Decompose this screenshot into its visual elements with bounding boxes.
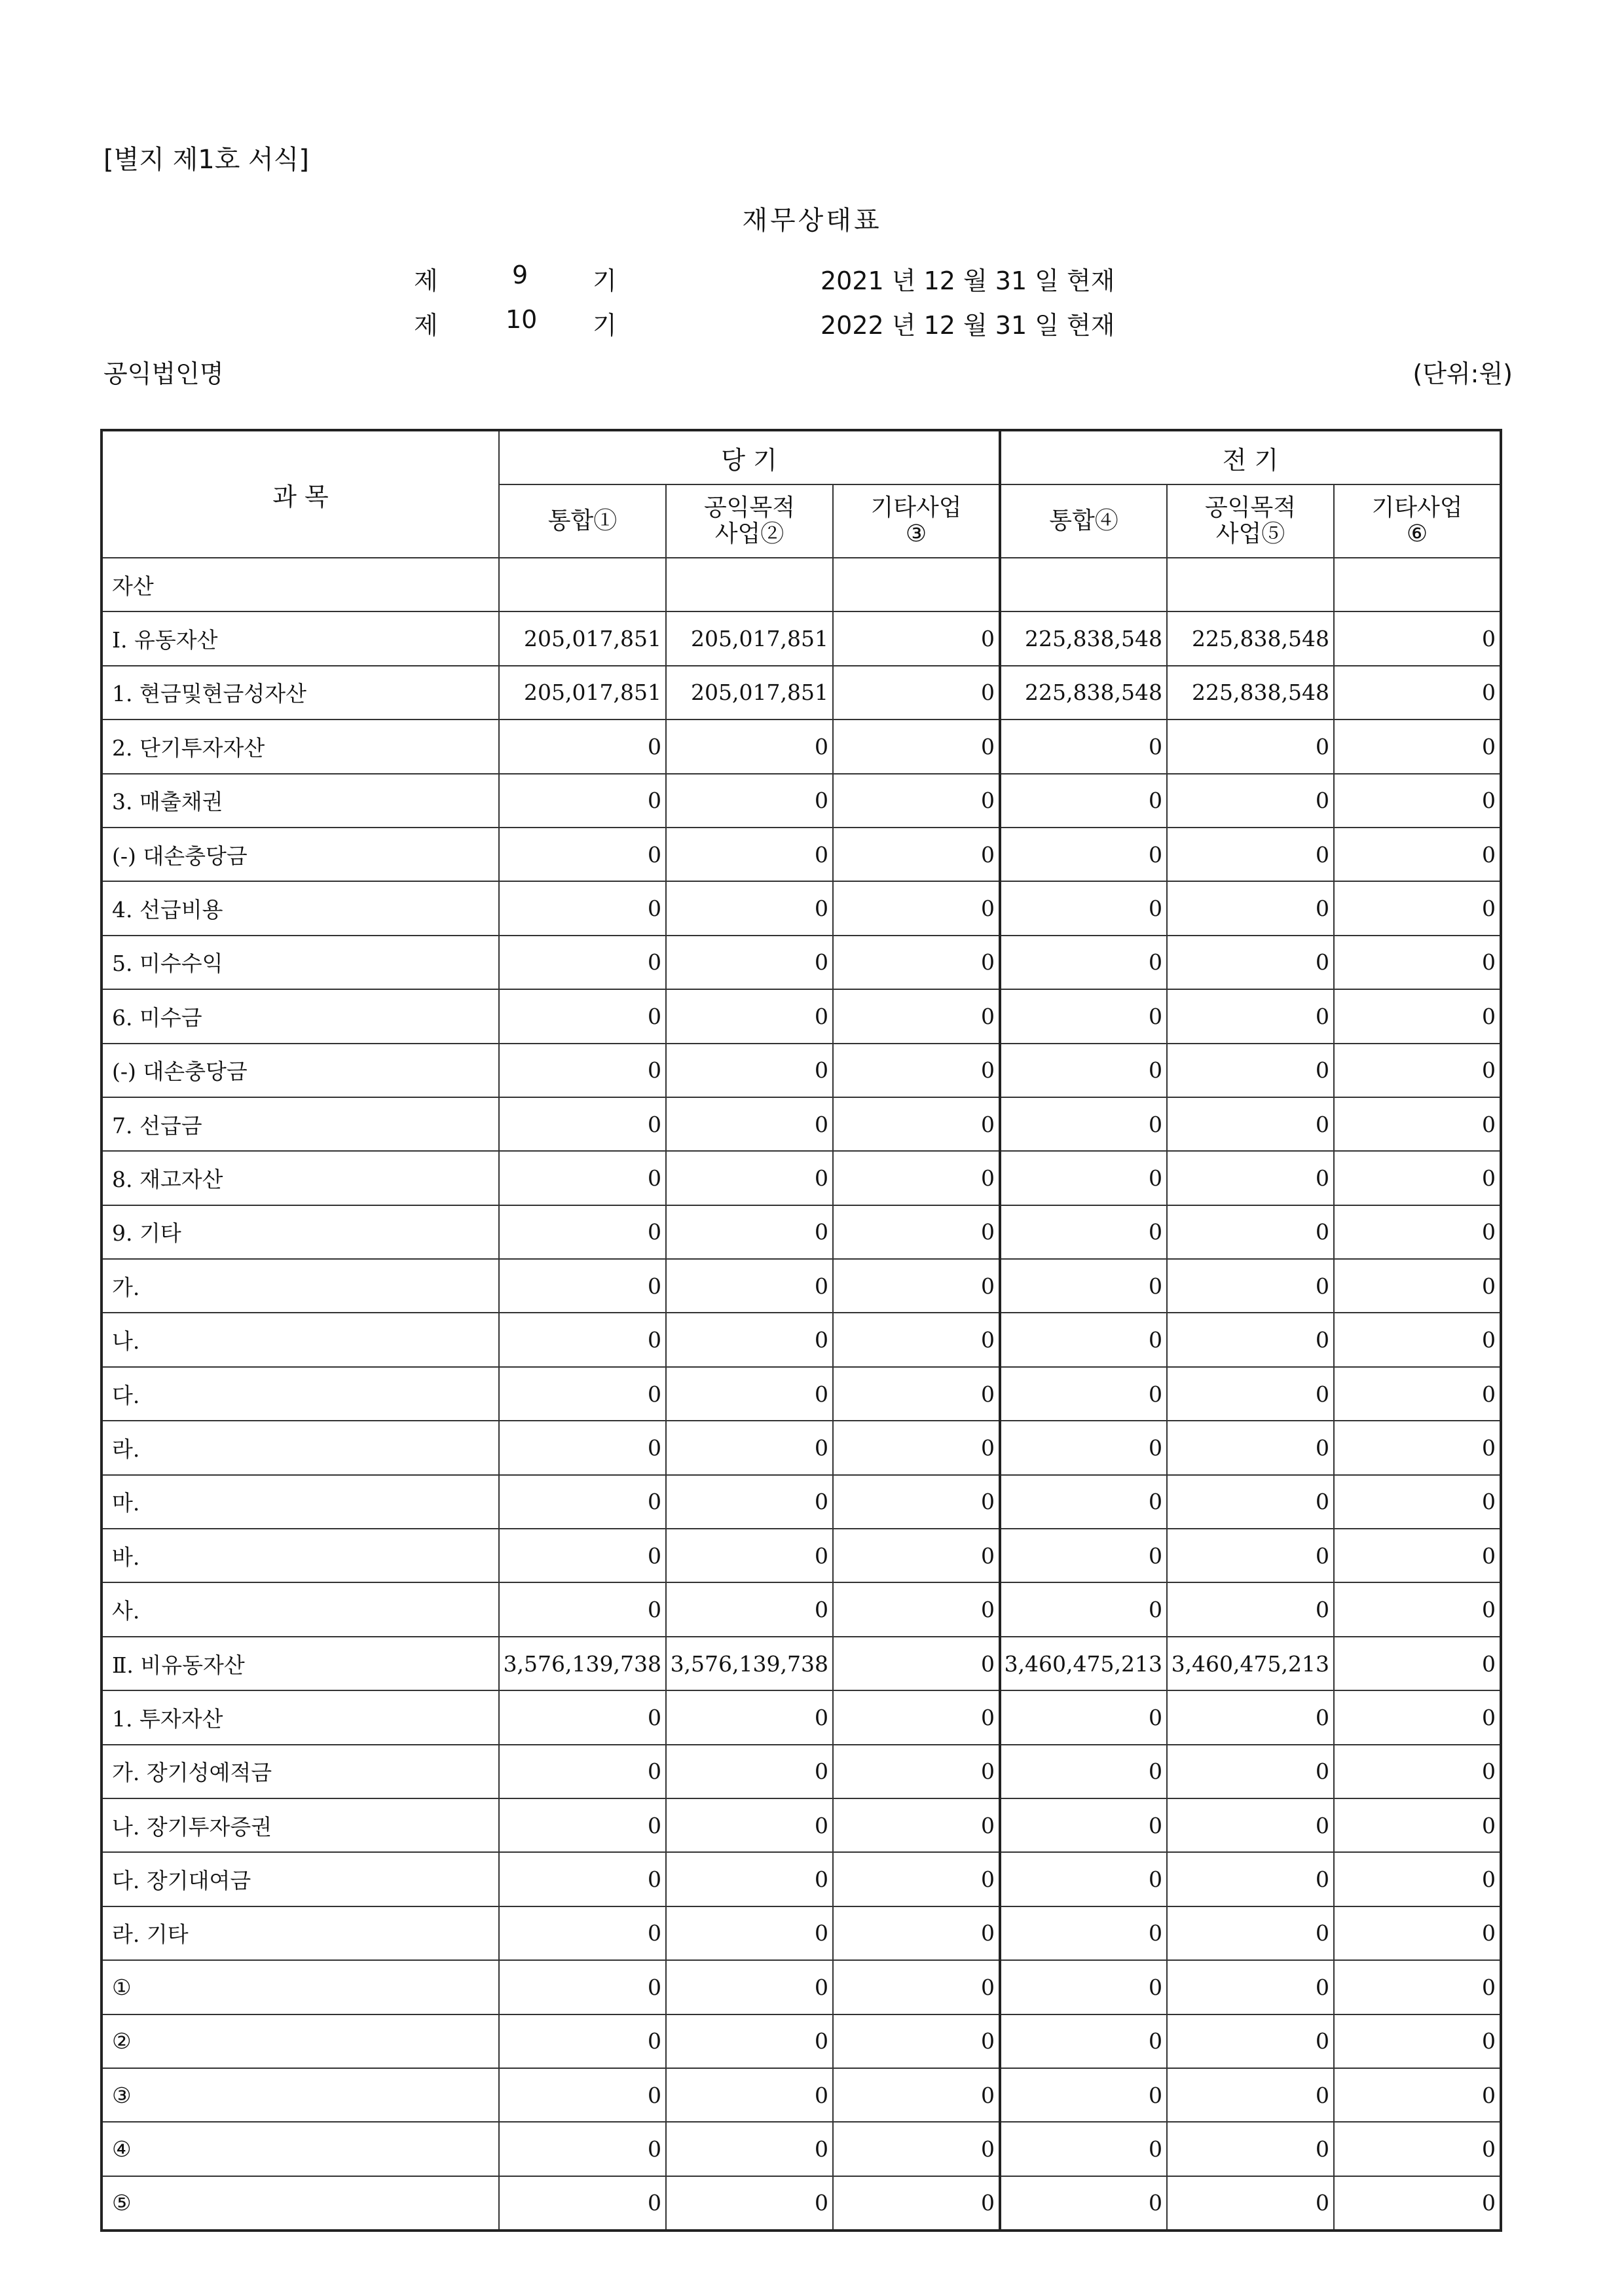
table-row (101, 720, 1501, 773)
unit-label: (단위:원) (1412, 359, 1513, 388)
value-cell: 0 (1000, 1690, 1167, 1744)
value-cell: 0 (499, 1205, 666, 1259)
value-cell: 0 (666, 1798, 833, 1852)
row-label: ① (101, 1960, 499, 2014)
value-cell: 0 (666, 2122, 833, 2176)
value-cell: 0 (833, 1151, 1000, 1205)
value-cell: 0 (1334, 1529, 1501, 1582)
value-cell: 0 (833, 1421, 1000, 1474)
value-cell: 0 (833, 774, 1000, 828)
period-suffix: 기 (593, 266, 617, 295)
value-cell: 0 (833, 828, 1000, 881)
value-cell: 0 (833, 2122, 1000, 2176)
value-cell: 0 (1000, 989, 1167, 1043)
row-label: 다. 장기대여금 (101, 1852, 499, 1906)
value-cell: 0 (666, 1259, 833, 1313)
value-cell: 0 (666, 828, 833, 881)
organization-name-label: 공익법인명 (103, 359, 224, 388)
row-label: 3. 매출채권 (101, 774, 499, 828)
value-cell: 0 (1167, 2068, 1334, 2122)
value-cell: 0 (666, 1205, 833, 1259)
table-row (101, 666, 1501, 720)
col-header-combined: 통합① (499, 484, 666, 558)
row-label: Ⅱ. 비유동자산 (101, 1637, 499, 1690)
value-cell: 0 (1334, 1475, 1501, 1529)
col-header-other-business-prior: 기타사업 ⑥ (1334, 484, 1501, 558)
value-cell: 0 (666, 1852, 833, 1906)
table-row (101, 1475, 1501, 1529)
value-cell: 205,017,851 (666, 666, 833, 720)
period-row-prior (0, 261, 1624, 293)
value-cell: 0 (833, 1582, 1000, 1636)
period-date: 2022 년 12 월 31 일 현재 (821, 311, 1115, 340)
value-cell: 0 (1000, 1960, 1167, 2014)
value-cell: 0 (1167, 1745, 1334, 1798)
value-cell: 0 (499, 1690, 666, 1744)
table-row (101, 1044, 1501, 1097)
value-cell: 0 (666, 2068, 833, 2122)
value-cell: 0 (1167, 1960, 1334, 2014)
value-cell: 0 (499, 1529, 666, 1582)
value-cell: 0 (1000, 2176, 1167, 2231)
value-cell: 0 (666, 1151, 833, 1205)
value-cell: 0 (1334, 1313, 1501, 1366)
value-cell: 0 (833, 1798, 1000, 1852)
value-cell: 0 (499, 774, 666, 828)
value-cell: 0 (833, 1097, 1000, 1151)
value-cell: 0 (1167, 1852, 1334, 1906)
value-cell: 205,017,851 (666, 611, 833, 665)
table-row (101, 1798, 1501, 1852)
value-cell: 0 (833, 1475, 1000, 1529)
prior-period-header: 전 기 (1000, 430, 1501, 484)
table-row (101, 1906, 1501, 1960)
value-cell: 0 (499, 1960, 666, 2014)
table-row (101, 1960, 1501, 2014)
value-cell: 0 (1167, 1313, 1334, 1366)
value-cell: 0 (666, 774, 833, 828)
value-cell: 0 (499, 720, 666, 773)
row-label: Ⅰ. 유동자산 (101, 611, 499, 665)
value-cell: 0 (666, 1960, 833, 2014)
value-cell: 0 (499, 828, 666, 881)
value-cell: 0 (833, 1367, 1000, 1421)
row-label: 라. 기타 (101, 1906, 499, 1960)
col-header-public-purpose-prior: 공익목적 사업⑤ (1167, 484, 1334, 558)
value-cell: 0 (499, 1798, 666, 1852)
value-cell: 0 (1000, 1745, 1167, 1798)
row-label: 6. 미수금 (101, 989, 499, 1043)
value-cell: 0 (666, 1421, 833, 1474)
row-label: (-) 대손충당금 (101, 1044, 499, 1097)
table-row (101, 2014, 1501, 2068)
value-cell: 0 (499, 936, 666, 989)
value-cell: 0 (833, 1637, 1000, 1690)
row-label: ③ (101, 2068, 499, 2122)
value-cell: 0 (1000, 1906, 1167, 1960)
value-cell: 0 (1000, 936, 1167, 989)
value-cell: 0 (1000, 1205, 1167, 1259)
value-cell: 0 (499, 1097, 666, 1151)
row-label: 마. (101, 1475, 499, 1529)
value-cell: 0 (666, 1690, 833, 1744)
value-cell: 0 (1334, 720, 1501, 773)
value-cell: 0 (499, 2176, 666, 2231)
value-cell: 0 (1000, 1151, 1167, 1205)
balance-sheet-table (100, 429, 1502, 2232)
value-cell: 0 (1167, 774, 1334, 828)
value-cell: 3,460,475,213 (1167, 1637, 1334, 1690)
table-row (101, 1097, 1501, 1151)
period-date: 2021 년 12 월 31 일 현재 (821, 266, 1115, 295)
value-cell: 0 (666, 720, 833, 773)
table-row (101, 1637, 1501, 1690)
value-cell: 0 (1334, 828, 1501, 881)
value-cell: 0 (1334, 1421, 1501, 1474)
value-cell (1334, 558, 1501, 611)
value-cell: 0 (1167, 1798, 1334, 1852)
value-cell: 0 (1000, 1582, 1167, 1636)
value-cell: 0 (1000, 828, 1167, 881)
period-number: 10 (506, 305, 538, 334)
value-cell: 0 (1334, 2122, 1501, 2176)
value-cell: 0 (1334, 1044, 1501, 1097)
col-header-public-purpose: 공익목적 사업② (666, 484, 833, 558)
table-row (101, 936, 1501, 989)
value-cell: 0 (1334, 1151, 1501, 1205)
value-cell: 0 (833, 611, 1000, 665)
table-row (101, 611, 1501, 665)
value-cell: 0 (1334, 1205, 1501, 1259)
table-row (101, 1745, 1501, 1798)
table-row (101, 881, 1501, 935)
value-cell: 0 (1167, 936, 1334, 989)
value-cell: 0 (1334, 1906, 1501, 1960)
value-cell: 0 (666, 1097, 833, 1151)
row-label: 4. 선급비용 (101, 881, 499, 935)
value-cell: 0 (833, 1745, 1000, 1798)
value-cell: 0 (833, 1906, 1000, 1960)
value-cell: 0 (1167, 1421, 1334, 1474)
row-label: 자산 (101, 558, 499, 611)
form-label: [별지 제1호 서식] (103, 145, 309, 175)
value-cell: 0 (1000, 881, 1167, 935)
value-cell (499, 558, 666, 611)
value-cell: 0 (1167, 1475, 1334, 1529)
period-prefix: 제 (414, 311, 438, 340)
value-cell: 0 (1000, 1044, 1167, 1097)
value-cell: 0 (499, 1745, 666, 1798)
value-cell: 0 (1167, 1690, 1334, 1744)
value-cell: 0 (499, 2014, 666, 2068)
value-cell: 0 (833, 1044, 1000, 1097)
row-label: 나. (101, 1313, 499, 1366)
value-cell: 0 (666, 1475, 833, 1529)
row-label: 7. 선급금 (101, 1097, 499, 1151)
value-cell: 0 (499, 881, 666, 935)
value-cell: 0 (1334, 1582, 1501, 1636)
value-cell: 0 (833, 2176, 1000, 2231)
value-cell: 0 (833, 1852, 1000, 1906)
value-cell: 0 (1334, 611, 1501, 665)
table-row (101, 1313, 1501, 1366)
value-cell (1000, 558, 1167, 611)
value-cell: 0 (499, 989, 666, 1043)
value-cell: 0 (666, 2176, 833, 2231)
table-row (101, 1151, 1501, 1205)
value-cell: 0 (1334, 1367, 1501, 1421)
value-cell (666, 558, 833, 611)
value-cell: 0 (1167, 1906, 1334, 1960)
value-cell: 205,017,851 (499, 666, 666, 720)
value-cell: 225,838,548 (1000, 666, 1167, 720)
table-row (101, 2176, 1501, 2231)
row-label: 가. (101, 1259, 499, 1313)
value-cell: 0 (1167, 2122, 1334, 2176)
value-cell: 0 (1167, 1205, 1334, 1259)
value-cell: 0 (499, 1582, 666, 1636)
table-row (101, 774, 1501, 828)
value-cell: 0 (1334, 1637, 1501, 1690)
row-label: 9. 기타 (101, 1205, 499, 1259)
value-cell: 0 (1000, 1421, 1167, 1474)
value-cell: 0 (1334, 774, 1501, 828)
subject-header: 과 목 (101, 430, 499, 558)
value-cell: 0 (833, 2014, 1000, 2068)
value-cell: 0 (1334, 1690, 1501, 1744)
table-row (101, 1852, 1501, 1906)
value-cell: 0 (666, 2014, 833, 2068)
value-cell: 0 (1334, 666, 1501, 720)
row-label: 나. 장기투자증권 (101, 1798, 499, 1852)
value-cell: 0 (1167, 2176, 1334, 2231)
value-cell: 0 (1000, 2068, 1167, 2122)
value-cell: 0 (1334, 1745, 1501, 1798)
row-label: ② (101, 2014, 499, 2068)
value-cell: 0 (1167, 989, 1334, 1043)
value-cell: 0 (1334, 989, 1501, 1043)
value-cell: 0 (499, 1852, 666, 1906)
value-cell: 0 (1000, 1852, 1167, 1906)
period-prefix: 제 (414, 266, 438, 295)
value-cell: 0 (499, 1421, 666, 1474)
table-row (101, 2122, 1501, 2176)
value-cell: 0 (666, 1582, 833, 1636)
value-cell: 0 (833, 881, 1000, 935)
value-cell: 0 (499, 1475, 666, 1529)
value-cell: 0 (833, 1960, 1000, 2014)
value-cell: 0 (1000, 1259, 1167, 1313)
value-cell: 0 (499, 2122, 666, 2176)
table-row (101, 828, 1501, 881)
value-cell: 0 (1000, 1367, 1167, 1421)
value-cell: 0 (1334, 2176, 1501, 2231)
value-cell: 225,838,548 (1167, 611, 1334, 665)
value-cell: 205,017,851 (499, 611, 666, 665)
row-label: 5. 미수수익 (101, 936, 499, 989)
value-cell: 225,838,548 (1167, 666, 1334, 720)
value-cell: 0 (1000, 1097, 1167, 1151)
row-label: 가. 장기성예적금 (101, 1745, 499, 1798)
value-cell: 0 (1167, 1582, 1334, 1636)
value-cell: 0 (833, 936, 1000, 989)
value-cell: 0 (1000, 2014, 1167, 2068)
value-cell: 0 (499, 1906, 666, 1960)
value-cell: 0 (666, 1906, 833, 1960)
value-cell: 0 (1334, 1960, 1501, 2014)
value-cell: 0 (666, 1313, 833, 1366)
period-suffix: 기 (593, 311, 617, 340)
value-cell: 0 (1167, 720, 1334, 773)
value-cell: 0 (1000, 1313, 1167, 1366)
value-cell: 3,576,139,738 (666, 1637, 833, 1690)
value-cell: 0 (499, 1044, 666, 1097)
row-label: 1. 투자자산 (101, 1690, 499, 1744)
value-cell: 0 (833, 720, 1000, 773)
row-label: 8. 재고자산 (101, 1151, 499, 1205)
current-period-header: 당 기 (499, 430, 1000, 484)
value-cell: 0 (833, 1313, 1000, 1366)
value-cell: 0 (499, 1367, 666, 1421)
value-cell: 0 (1167, 1151, 1334, 1205)
value-cell: 0 (1334, 2068, 1501, 2122)
col-header-other-business: 기타사업 ③ (833, 484, 1000, 558)
value-cell: 0 (1167, 2014, 1334, 2068)
value-cell (833, 558, 1000, 611)
value-cell: 3,576,139,738 (499, 1637, 666, 1690)
value-cell: 0 (666, 1529, 833, 1582)
value-cell: 3,460,475,213 (1000, 1637, 1167, 1690)
value-cell: 0 (1334, 936, 1501, 989)
col-header-combined-prior: 통합④ (1000, 484, 1167, 558)
value-cell: 0 (666, 1367, 833, 1421)
table-row (101, 1367, 1501, 1421)
value-cell: 0 (499, 1151, 666, 1205)
value-cell: 225,838,548 (1000, 611, 1167, 665)
value-cell: 0 (833, 1690, 1000, 1744)
value-cell (1167, 558, 1334, 611)
value-cell: 0 (833, 666, 1000, 720)
row-label: 라. (101, 1421, 499, 1474)
table-row (101, 2068, 1501, 2122)
table-row (101, 1529, 1501, 1582)
table-row (101, 1690, 1501, 1744)
row-label: (-) 대손충당금 (101, 828, 499, 881)
period-row-current (0, 305, 1624, 338)
value-cell: 0 (666, 1044, 833, 1097)
value-cell: 0 (1334, 1259, 1501, 1313)
value-cell: 0 (1167, 828, 1334, 881)
table-row (101, 558, 1501, 611)
row-label: 다. (101, 1367, 499, 1421)
value-cell: 0 (1334, 2014, 1501, 2068)
value-cell: 0 (1334, 1852, 1501, 1906)
row-label: 바. (101, 1529, 499, 1582)
value-cell: 0 (666, 989, 833, 1043)
value-cell: 0 (666, 1745, 833, 1798)
value-cell: 0 (1167, 1044, 1334, 1097)
value-cell: 0 (499, 1313, 666, 1366)
value-cell: 0 (833, 989, 1000, 1043)
table-row (101, 1259, 1501, 1313)
value-cell: 0 (499, 1259, 666, 1313)
row-label: 사. (101, 1582, 499, 1636)
value-cell: 0 (1000, 1475, 1167, 1529)
value-cell: 0 (1167, 1259, 1334, 1313)
value-cell: 0 (499, 2068, 666, 2122)
document-title: 재무상태표 (742, 206, 882, 236)
value-cell: 0 (1334, 1798, 1501, 1852)
table-row (101, 1205, 1501, 1259)
row-label: 1. 현금및현금성자산 (101, 666, 499, 720)
value-cell: 0 (666, 881, 833, 935)
value-cell: 0 (1167, 1529, 1334, 1582)
value-cell: 0 (666, 936, 833, 989)
value-cell: 0 (833, 1259, 1000, 1313)
value-cell: 0 (1000, 1798, 1167, 1852)
table-row (101, 1421, 1501, 1474)
row-label: ⑤ (101, 2176, 499, 2231)
value-cell: 0 (833, 2068, 1000, 2122)
value-cell: 0 (833, 1205, 1000, 1259)
value-cell: 0 (833, 1529, 1000, 1582)
table-row (101, 989, 1501, 1043)
value-cell: 0 (1000, 2122, 1167, 2176)
period-number: 9 (512, 261, 528, 289)
row-label: 2. 단기투자자산 (101, 720, 499, 773)
row-label: ④ (101, 2122, 499, 2176)
value-cell: 0 (1167, 1097, 1334, 1151)
value-cell: 0 (1000, 720, 1167, 773)
value-cell: 0 (1167, 1367, 1334, 1421)
value-cell: 0 (1000, 1529, 1167, 1582)
value-cell: 0 (1167, 881, 1334, 935)
value-cell: 0 (1334, 1097, 1501, 1151)
table-row (101, 1582, 1501, 1636)
value-cell: 0 (1000, 774, 1167, 828)
value-cell: 0 (1334, 881, 1501, 935)
